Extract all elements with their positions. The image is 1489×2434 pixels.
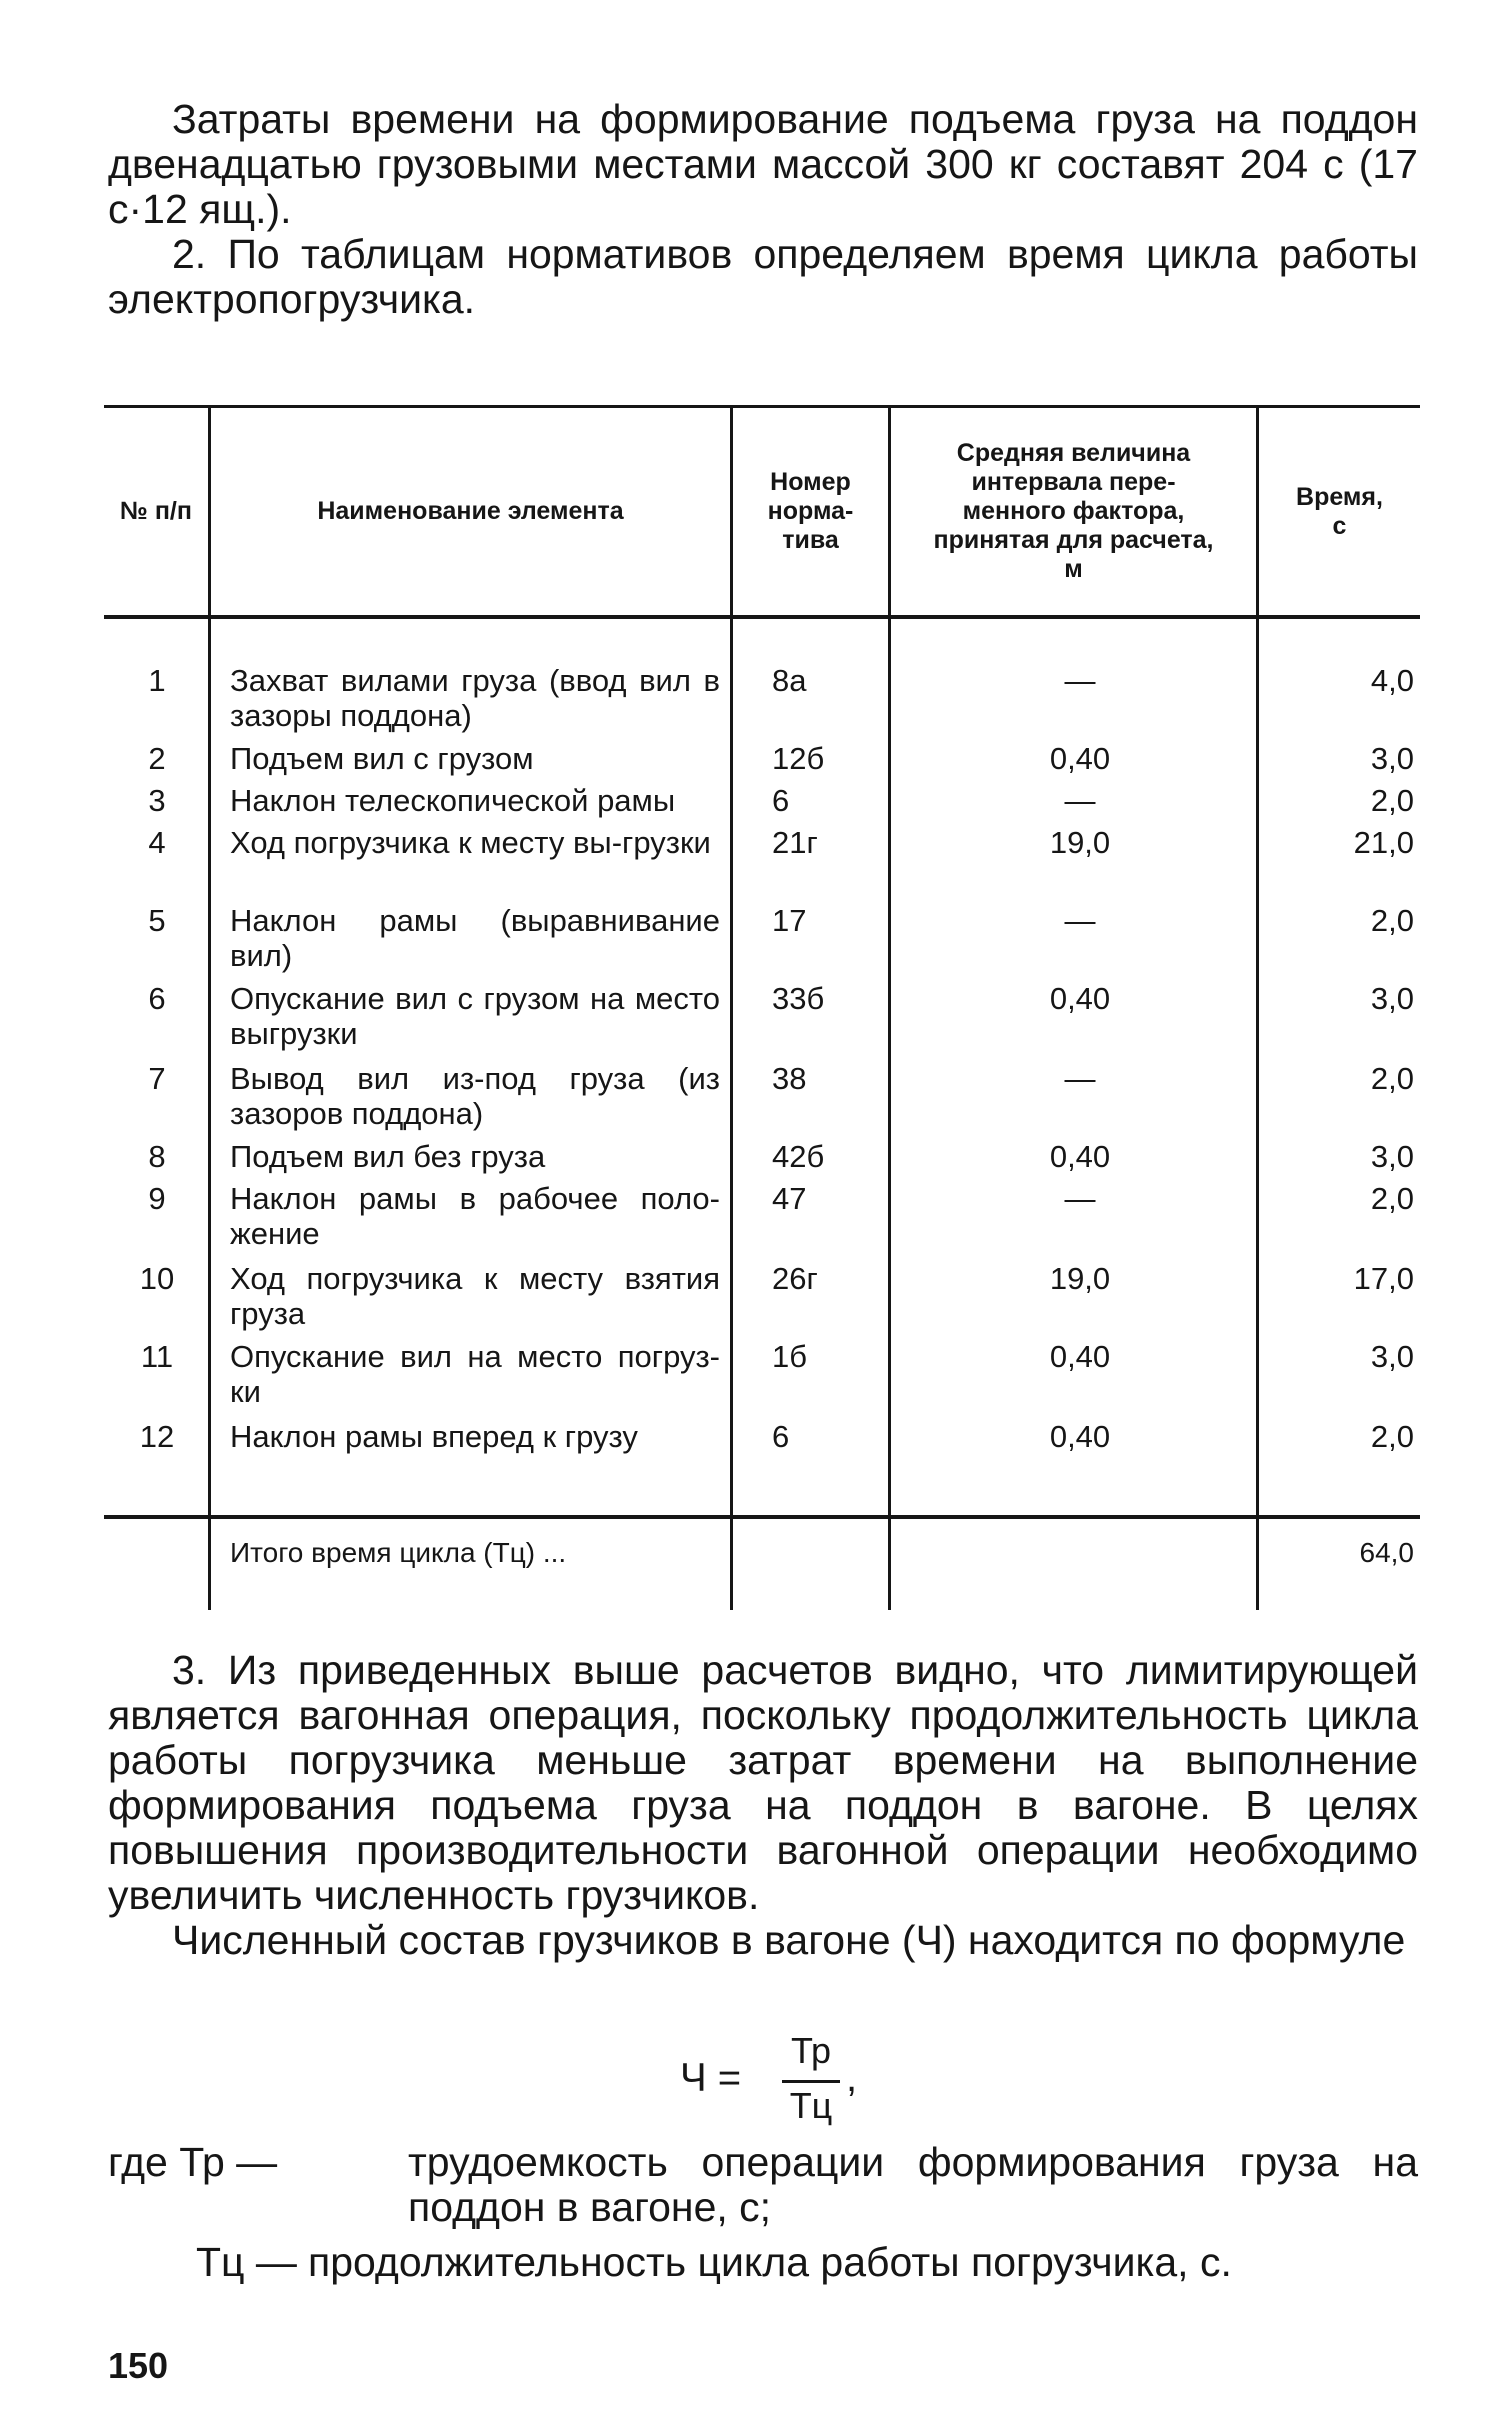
row-num: 10	[139, 1261, 175, 1296]
page-number: 150	[108, 2345, 169, 2386]
row-avg: 0,40	[1049, 1419, 1111, 1454]
row-norm: 42б	[772, 1139, 825, 1174]
header-num: № п/п	[120, 497, 192, 525]
row-norm: 17	[772, 903, 807, 938]
definition-symbol: где Тр —	[108, 2139, 278, 2185]
row-name: Опускание вил с грузом на место выгрузки	[230, 981, 720, 1051]
row-time: 2,0	[1370, 1061, 1414, 1096]
step-3-paragraph: 3. Из приведенных выше расчетов видно, что лимитирующей является вагонная операция, поскольку продолжительность цикла работы погрузчика меньше затрат времени на выполнение формирования подъема груза на поддон в вагоне. В целях повышения производительности вагонной операции необходимо увеличить численность грузчиков.	[108, 1647, 1418, 1918]
row-name: Вывод вил из-под груза (из зазоров поддона)	[230, 1061, 720, 1131]
row-num: 3	[148, 783, 166, 818]
row-avg: 0,40	[1049, 1339, 1111, 1374]
row-time: 2,0	[1370, 903, 1414, 938]
formula-denominator: Тц	[789, 2085, 833, 2126]
row-avg: 0,40	[1049, 981, 1111, 1016]
row-time: 4,0	[1370, 663, 1414, 698]
row-name: Наклон телескопической рамы	[230, 783, 676, 818]
row-time: 3,0	[1370, 741, 1414, 776]
row-norm: 21г	[772, 825, 818, 860]
formula-comma: ,	[846, 2056, 858, 2100]
header-norm: Номер норма-тива	[767, 468, 854, 554]
row-time: 2,0	[1370, 1181, 1414, 1216]
row-avg: —	[1064, 1181, 1096, 1216]
row-name: Ход погрузчика к месту вы-грузки	[230, 825, 711, 860]
row-name: Захват вилами груза (ввод вил в зазоры поддона)	[230, 663, 720, 733]
row-num: 5	[148, 903, 166, 938]
row-avg: 0,40	[1049, 741, 1111, 776]
row-time: 2,0	[1370, 783, 1414, 818]
header-name: Наименование элемента	[317, 497, 624, 525]
row-name: Ход погрузчика к месту взятия груза	[230, 1261, 720, 1331]
row-num: 6	[148, 981, 166, 1016]
total-label: Итого время цикла (Тц) ...	[230, 1537, 567, 1568]
row-time: 17,0	[1353, 1261, 1414, 1296]
row-num: 4	[148, 825, 166, 860]
row-time: 2,0	[1370, 1419, 1414, 1454]
row-norm: 38	[772, 1061, 807, 1096]
header-avg: Средняя величина интервала пере-менного фактора, принятая для расчета, м	[933, 439, 1214, 583]
row-time: 3,0	[1370, 981, 1414, 1016]
fraction-bar	[782, 2080, 840, 2083]
intro-paragraph: Затраты времени на формирование подъема груза на поддон двенадцатью грузовыми местами массой 300 кг составят 204 с (17 с·12 ящ.).	[108, 96, 1418, 232]
row-name: Наклон рамы вперед к грузу	[230, 1419, 638, 1454]
formula-numerator: Тр	[791, 2030, 831, 2071]
row-num: 11	[140, 1339, 174, 1374]
definition-text: продолжительность цикла работы погрузчика, с.	[308, 2239, 1232, 2285]
row-norm: 47	[772, 1181, 807, 1216]
definition-text: трудоемкость операции формирования груза на поддон в вагоне, с;	[408, 2139, 1418, 2230]
formula	[680, 2030, 880, 2130]
row-num: 7	[148, 1061, 166, 1096]
row-norm: 1б	[772, 1339, 807, 1374]
row-num: 2	[148, 741, 166, 776]
row-num: 9	[148, 1181, 166, 1216]
row-norm: 6	[772, 1419, 790, 1454]
header-rule	[104, 615, 1420, 619]
row-name: Наклон рамы (выравнивание вил)	[230, 903, 720, 973]
row-time: 21,0	[1353, 825, 1414, 860]
formula-lhs: Ч =	[680, 2056, 742, 2100]
row-avg: —	[1064, 783, 1096, 818]
step-2-paragraph: 2. По таблицам нормативов определяем время цикла работы электропогрузчика.	[108, 231, 1418, 322]
row-name: Подъем вил без груза	[230, 1139, 546, 1174]
row-avg: —	[1064, 663, 1096, 698]
row-avg: —	[1064, 1061, 1096, 1096]
row-avg: 19,0	[1049, 825, 1111, 860]
row-norm: 8а	[772, 663, 807, 698]
formula-intro-paragraph: Численный состав грузчиков в вагоне (Ч) находится по формуле	[172, 1917, 1406, 1963]
row-norm: 6	[772, 783, 790, 818]
row-time: 3,0	[1370, 1339, 1414, 1374]
row-num: 12	[139, 1419, 175, 1454]
row-avg: 0,40	[1049, 1139, 1111, 1174]
row-norm: 26г	[772, 1261, 818, 1296]
row-name: Опускание вил на место погруз-ки	[230, 1339, 720, 1409]
row-avg: —	[1064, 903, 1096, 938]
row-name: Наклон рамы в рабочее поло-жение	[230, 1181, 720, 1251]
cycle-time-table	[104, 405, 1420, 1610]
row-name: Подъем вил с грузом	[230, 741, 534, 776]
definition-symbol: Тц —	[196, 2239, 297, 2285]
row-norm: 33б	[772, 981, 825, 1016]
total-rule	[104, 1515, 1420, 1519]
row-norm: 12б	[772, 741, 825, 776]
total-time: 64,0	[1359, 1537, 1414, 1568]
header-time: Время, с	[1296, 482, 1383, 540]
row-num: 8	[148, 1139, 166, 1174]
row-time: 3,0	[1370, 1139, 1414, 1174]
row-num: 1	[148, 663, 166, 698]
row-avg: 19,0	[1049, 1261, 1111, 1296]
